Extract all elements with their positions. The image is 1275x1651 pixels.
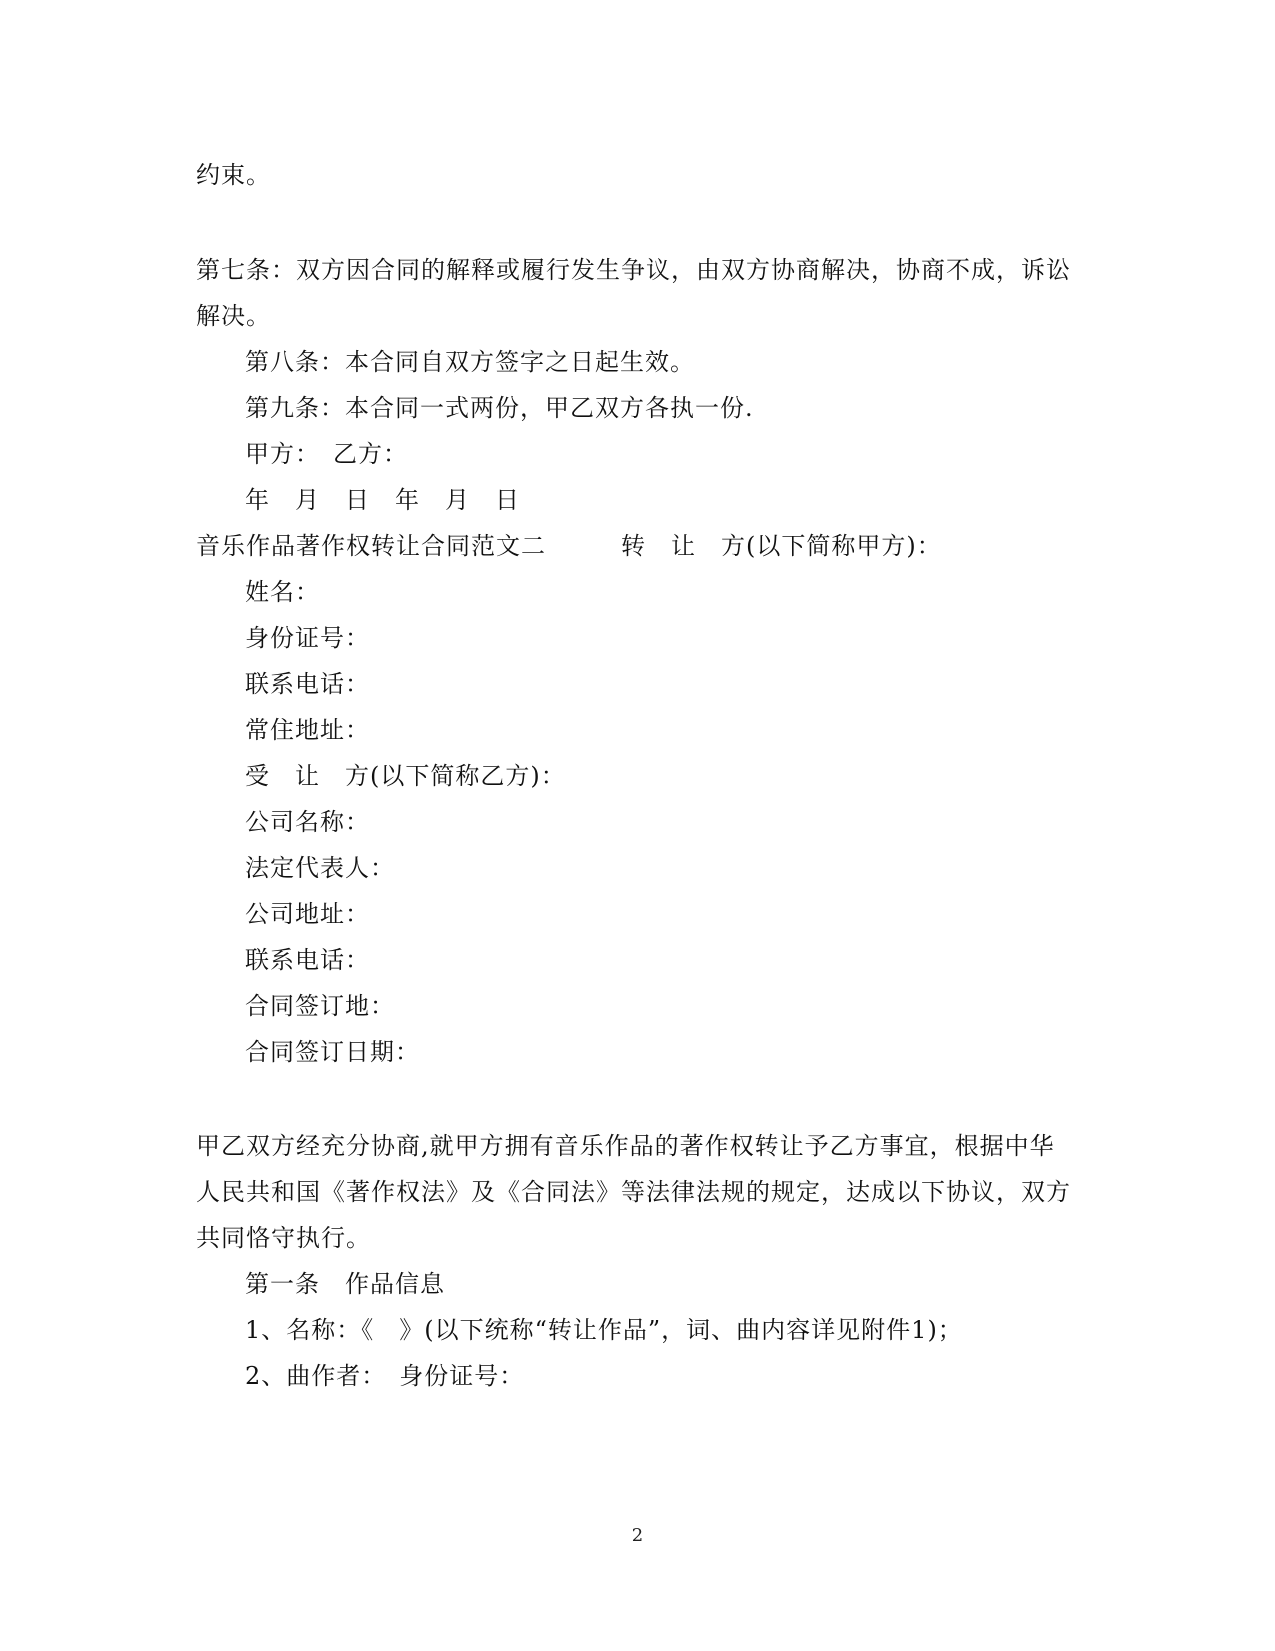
page-number: 2	[631, 1525, 644, 1546]
party-signatures: 甲方： 乙方：	[245, 440, 408, 468]
field-signing-date: 合同签订日期：	[245, 1038, 420, 1066]
article-1-item-2: 2、曲作者： 身份证号：	[245, 1362, 525, 1390]
field-name: 姓名：	[245, 578, 320, 606]
field-company-address: 公司地址：	[245, 900, 370, 928]
preamble-line-2: 人民共和国《著作权法》及《合同法》等法律法规的规定，达成以下协议，双方	[196, 1178, 1071, 1206]
article-1-item-1: 1、名称：《 》(以下统称“转让作品”，词、曲内容详见附件1)；	[245, 1316, 963, 1344]
field-signing-place: 合同签订地：	[245, 992, 395, 1020]
field-company-phone: 联系电话：	[245, 946, 370, 974]
field-address: 常住地址：	[245, 716, 370, 744]
field-id-number: 身份证号：	[245, 624, 370, 652]
article-8: 第八条：本合同自双方签字之日起生效。	[245, 348, 695, 376]
assignee-heading: 受 让 方(以下简称乙方)：	[245, 762, 566, 790]
article-7-line-1: 第七条：双方因合同的解释或履行发生争议，由双方协商解决，协商不成，诉讼	[196, 256, 1071, 284]
preamble-line-1: 甲乙双方经充分协商,就甲方拥有音乐作品的著作权转让予乙方事宜，根据中华	[196, 1132, 1055, 1160]
preamble-line-3: 共同恪守执行。	[196, 1224, 371, 1252]
field-legal-representative: 法定代表人：	[245, 854, 395, 882]
template-title-line: 音乐作品著作权转让合同范文二 转 让 方(以下简称甲方)：	[196, 532, 942, 560]
article-1-heading: 第一条 作品信息	[245, 1270, 445, 1298]
signature-dates: 年 月 日 年 月 日	[245, 486, 520, 514]
article-7-line-2: 解决。	[196, 302, 271, 330]
field-company-name: 公司名称：	[245, 808, 370, 836]
text-line: 约束。	[196, 161, 271, 189]
article-9: 第九条：本合同一式两份，甲乙双方各执一份.	[245, 394, 754, 422]
field-phone: 联系电话：	[245, 670, 370, 698]
